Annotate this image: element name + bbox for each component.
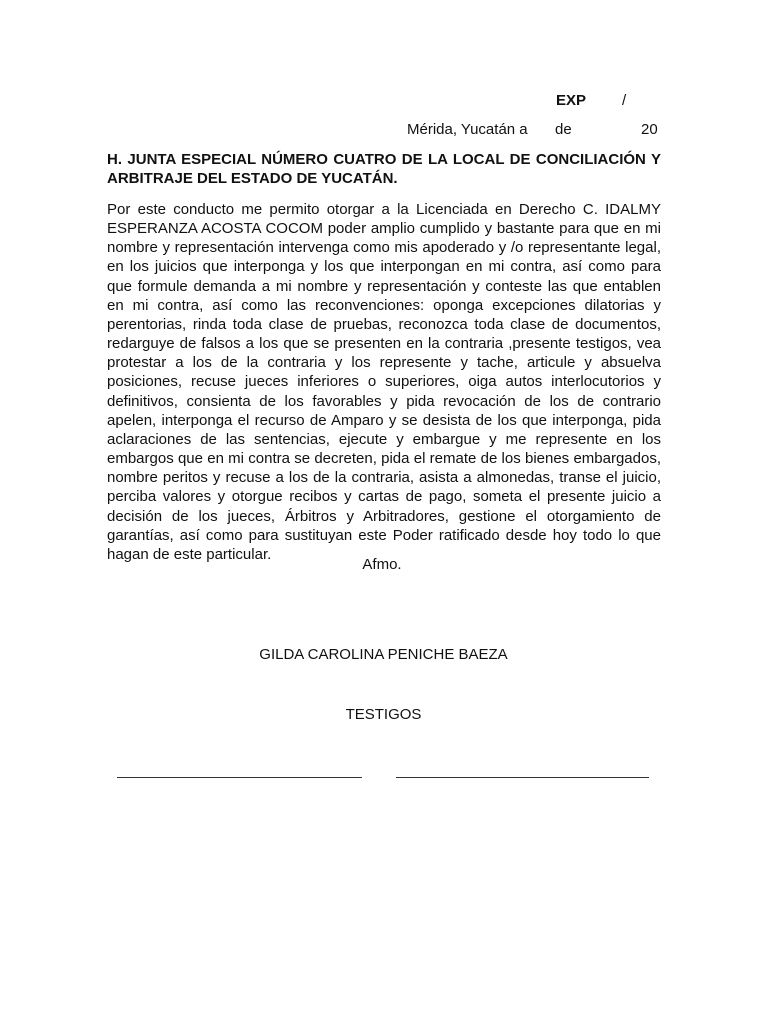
file-number-separator: / [622,92,627,109]
file-number-label: EXP [556,92,587,109]
witnesses-block [0,706,768,723]
date-month-connector: de [555,121,572,138]
witness-signature-line-2 [396,777,649,778]
witnesses-heading: TESTIGOS [345,706,422,723]
place-date-text: Mérida, Yucatán a [407,121,528,138]
addressee-heading: H. JUNTA ESPECIAL NÚMERO CUATRO DE LA LOCAL DE CONCILIACIÓN Y ARBITRAJE DEL ESTADO DE YUCATÁN. [107,151,661,187]
closing-salutation: Afmo. [362,556,402,573]
witness-signature-line-1 [117,777,362,778]
closing-block [0,556,768,573]
date-year-prefix: 20 [641,121,658,138]
signer-block [0,646,768,663]
letter-body: Por este conducto me permito otorgar a la Licenciada en Derecho C. IDALMY ESPERANZA ACOSTA COCOM poder amplio cumplido y bastante para que en mi nombre y representación intervenga como mis apoderado y /o representante legal, en los juicios que interponga y los que interpongan en mi contra, así como para que formule demanda a mi nombre y representación y conteste las que entablen en mi contra, así como las reconvenciones: oponga excepciones dilatorias y perentorias, rinda toda clase de pruebas, reconozca toda clase de documentos, redarguye de falsos a los que se presenten en la contraria ,presente testigos, vea protestar a los de la contraria y los represente y tache, articule y absuelva posiciones, recuse jueces inferiores o superiores, oiga autos interlocutorios y definitivos, consienta de los favorables y pida revocación de los de contrario apelen, interponga el recurso de Amparo y se desista de los que interponga, pida aclaraciones de las sentencias, ejecute y embargue y me represente en los embargos que en mi contra se decreten, pida el remate de los bienes embargados, nombre peritos y recuse a los de la contraria, asista a almonedas, transe el juicio, perciba valores y otorgue recibos y cartas de pago, someta el presente juicio a decisión de los jueces, Árbitros y Arbitradores, gestione el otorgamiento de garantías, así como para sustituyan este Poder ratificado desde hoy todo lo que hagan de este particular. [107,201,661,563]
signer-name: GILDA CAROLINA PENICHE BAEZA [259,646,508,663]
